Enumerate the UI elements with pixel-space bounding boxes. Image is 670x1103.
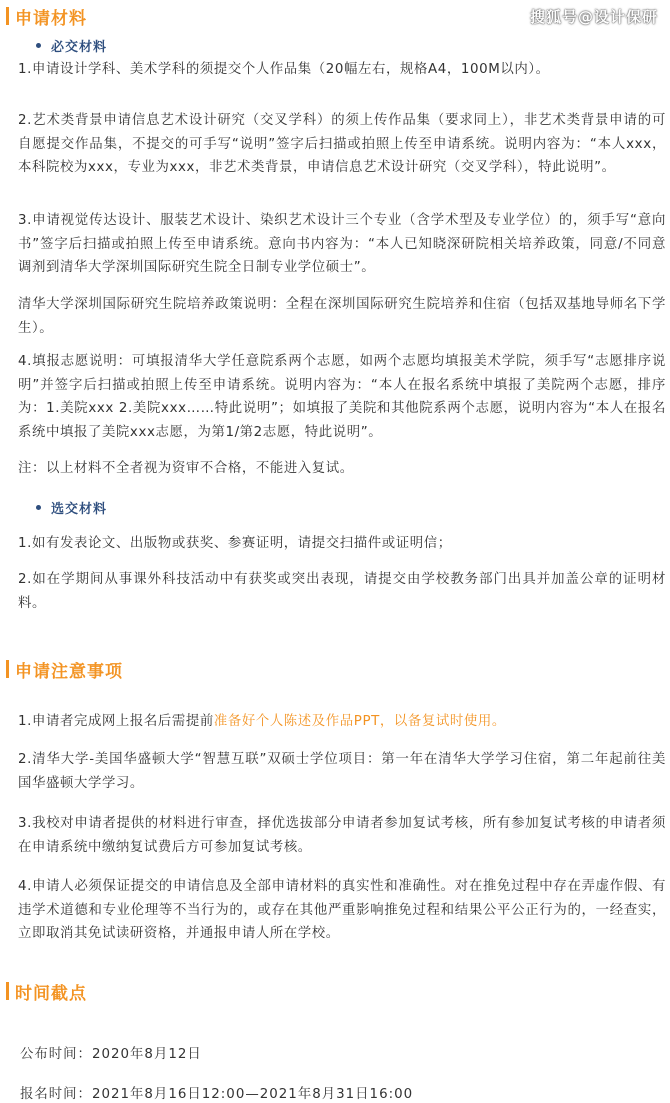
bullet-required	[36, 35, 107, 55]
note-1-highlight: 准备好个人陈述及作品PPT，以备复试时使用。	[213, 714, 506, 729]
note-3: 3.我校对申请者提供的材料进行审查，择优选拔部分申请者参加复试考核，所有参加复试考核的申请者须在申请系统中缴纳复试费后方可参加复试考核。	[18, 816, 666, 855]
section-title-notes	[6, 656, 123, 682]
note-4: 4.申请人必须保证提交的申请信息及全部申请材料的真实性和准确性。对在推免过程中存在弄虚作假、有违学术道德和专业伦理等不当行为的，或存在其他严重影响推免过程和结果公平公正行为的，一经查实，立即取消其免试读研资格，并通报申请人所在学校。	[18, 879, 666, 941]
bullet-optional	[36, 497, 107, 517]
optional-para-1: 1.如有发表论文、出版物或获奖、参赛证明，请提交扫描件或证明信；	[18, 536, 452, 551]
register-time: 报名时间：2021年8月16日12:00—2021年8月31日16:00	[20, 1087, 414, 1102]
bullet-dot-icon	[36, 505, 41, 510]
section-title-text: 申请注意事项	[15, 661, 123, 682]
required-para-4: 4.填报志愿说明：可填报清华大学任意院系两个志愿，如两个志愿均填报美术学院，须手写“志愿排序说明”并签字后扫描或拍照上传至申请系统。说明内容为：“本人在报名系统中填报了美院两个志愿，排序为：1.美院xxx 2.美院xxx……特此说明”；如填报了美院和其他院系两个志愿，说明内容为“本人在报名系统中填报了美院xxx志愿，为第1/第2志愿，特此说明”。	[18, 354, 666, 440]
section-bar-icon	[6, 982, 9, 1000]
section-title-materials	[6, 3, 87, 29]
policy-note: 清华大学深圳国际研究生院培养政策说明：全程在深圳国际研究生院培养和住宿（包括双基地导师名下学生）。	[18, 297, 666, 336]
section-title-text: 时间截点	[15, 983, 87, 1004]
required-footnote: 注：以上材料不全者视为资审不合格，不能进入复试。	[18, 461, 354, 476]
section-title-deadline	[6, 978, 87, 1004]
note-1	[18, 710, 666, 734]
section-bar-icon	[6, 7, 9, 25]
section-bar-icon	[6, 660, 9, 678]
publish-time: 公布时间：2020年8月12日	[20, 1047, 202, 1062]
bullet-dot-icon	[36, 43, 41, 48]
required-para-2: 2.艺术类背景申请信息艺术设计研究（交叉学科）的须上传作品集（要求同上），非艺术类背景申请的可自愿提交作品集，不提交的可手写“说明”签字后扫描或拍照上传至申请系统。说明内容为：“本人xxx，本科院校为xxx，专业为xxx，非艺术类背景，申请信息艺术设计研究（交叉学科），特此说明”。	[18, 113, 666, 175]
bullet-required-label: 必交材料	[51, 39, 108, 55]
required-para-1: 1.申请设计学科、美术学科的须提交个人作品集（20幅左右，规格A4，100M以内）。	[18, 62, 550, 77]
note-2: 2.清华大学-美国华盛顿大学“智慧互联”双硕士学位项目：第一年在清华大学学习住宿，第二年起前往美国华盛顿大学学习。	[18, 752, 666, 791]
note-1-text: 1.申请者完成网上报名后需提前	[18, 714, 214, 729]
bullet-optional-label: 选交材料	[51, 501, 108, 517]
optional-para-2: 2.如在学期间从事课外科技活动中有获奖或突出表现，请提交由学校教务部门出具并加盖公章的证明材料。	[18, 572, 666, 611]
required-para-3: 3.申请视觉传达设计、服装艺术设计、染织艺术设计三个专业（含学术型及专业学位）的，须手写“意向书”签字后扫描或拍照上传至申请系统。意向书内容为：“本人已知晓深研院相关培养政策，同意/不同意调剂到清华大学深圳国际研究生院全日制专业学位硕士”。	[18, 213, 666, 275]
watermark: 搜狐号@设计保研	[529, 8, 658, 26]
section-title-text: 申请材料	[15, 8, 87, 29]
